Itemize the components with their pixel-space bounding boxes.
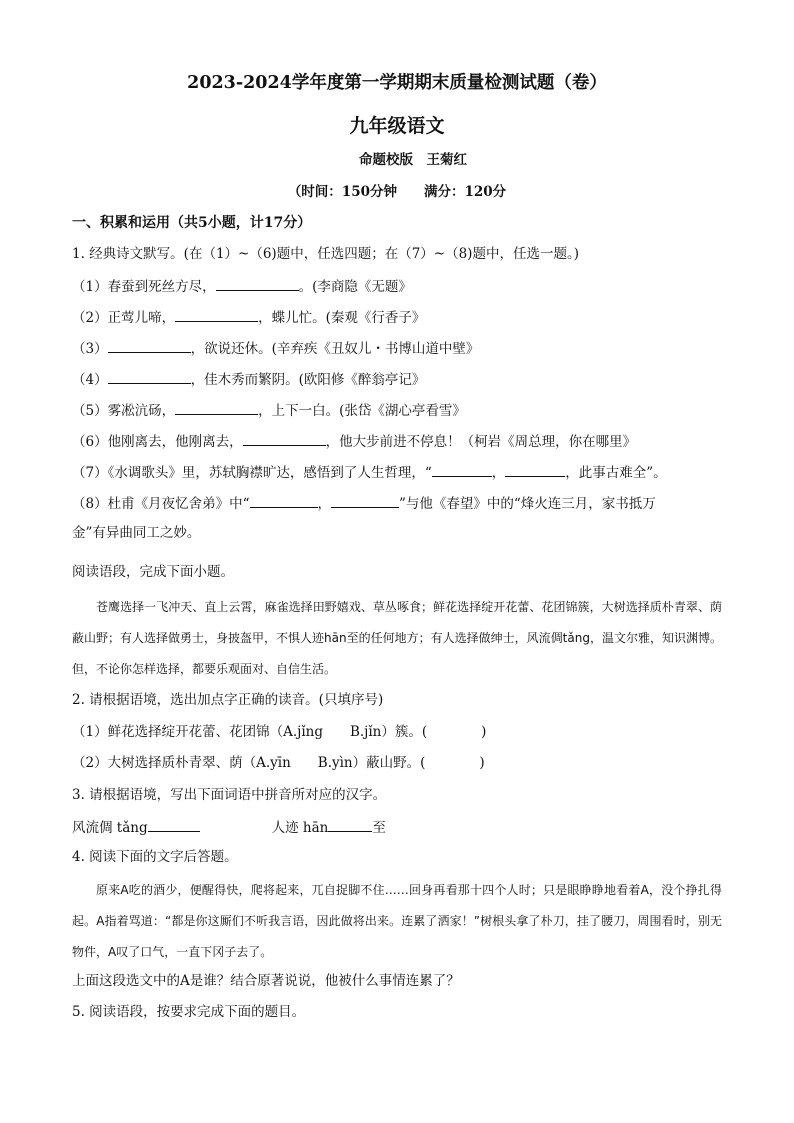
q1-item-3-text-b: ，欲说还休。(辛弃疾《丑奴儿・书博山道中壁》 (190, 341, 480, 357)
q1-stem: 1. 经典诗文默写。(在（1）~（6)题中，任选四题；在（7）~（8)题中，任选一题。) (72, 246, 579, 262)
exam-title: 2023-2024学年度第一学期期末质量检测试题（卷） (187, 73, 607, 93)
q1-item-8 (72, 493, 656, 513)
q1-item-7-text-b: ， (491, 465, 506, 481)
time-score-line: （时间：150分钟 满分：120分 (287, 184, 507, 200)
answer-blank[interactable] (175, 400, 258, 415)
answer-blank[interactable] (505, 462, 565, 477)
subject-title: 九年级语文 (349, 115, 445, 137)
q1-item-2 (72, 307, 425, 327)
q1-item-5-text-b: ，上下一白。(张岱《湖心亭看雪》 (258, 403, 466, 419)
q1-item-2-text-b: ，蝶儿忙。(秦观《行香子》 (258, 310, 426, 326)
q1-item-6 (72, 431, 636, 451)
answer-blank[interactable] (432, 462, 492, 477)
q1-item-1-text-b: 。(李商隐《无题》 (298, 279, 412, 295)
answer-blank[interactable] (243, 431, 326, 446)
q3-words (72, 817, 386, 837)
q1-item-1-text-a: （1）春蚕到死丝方尽， (72, 279, 216, 295)
answer-blank[interactable] (108, 338, 191, 353)
q1-item-4-text-b: ，佳木秀而繁阴。(欧阳修《醉翁亭记》 (190, 372, 426, 388)
q1-item-5 (72, 400, 466, 420)
answer-blank[interactable] (328, 817, 372, 832)
answer-blank[interactable] (216, 276, 299, 291)
q5-stem: 5. 阅读语段，按要求完成下面的题目。 (72, 1004, 306, 1020)
q1-item-8-text-c: ”与他《春望》中的“烽火连三月，家书抵万 (399, 496, 656, 512)
q4-question: 上面这段选文中的A是谁？结合原著说说，他被什么事情连累了？ (72, 973, 460, 989)
answer-blank[interactable] (175, 307, 258, 322)
q1-item-6-text-a: （6）他刚离去，他刚离去， (72, 434, 243, 450)
answer-blank[interactable] (148, 817, 200, 832)
answer-blank[interactable] (250, 493, 318, 508)
q3-word-1: 风流倜 tǎng (72, 820, 148, 836)
q1-item-6-text-b: ，他大步前进不停息！（柯岩《周总理，你在哪里》 (325, 434, 637, 450)
author-line: 命题校版 王菊红 (359, 152, 467, 168)
q1-item-2-text-a: （2）正莺儿啼， (72, 310, 176, 326)
q1-item-4-text-a: （4） (72, 372, 108, 388)
section-heading: 一、积累和运用（共5小题，计17分） (72, 215, 312, 231)
q1-item-8-text-b: ， (317, 496, 331, 512)
answer-blank[interactable] (108, 369, 191, 384)
q3-word-2-b: 至 (372, 820, 386, 836)
q1-item-3 (72, 338, 479, 358)
q2-item-1: （1）鲜花选择绽开花蕾、花团锦（A.jǐng B.jǐn）簇。( ) (72, 724, 487, 740)
q4-passage: 原来A吃的酒少，便醒得快，爬将起来，兀自捉脚不住……回身再看那十四个人时；只是眼睁睁地看着A，没个挣扎得起。A指着骂道：“都是你这厮们不听我言语，因此做将出来。连累了洒家！”树根头拿了朴刀，挂了腰刀，周围看时，别无物件，A叹了口气，一直下冈子去了。 (72, 883, 722, 959)
q4-stem: 4. 阅读下面的文字后答题。 (72, 849, 238, 865)
q1-item-8-text-a: （8）杜甫《月夜忆舍弟》中“ (72, 496, 250, 512)
q3-word-2-a: 人迹 hān (271, 820, 329, 836)
q2-stem: 2. 请根据语境，选出加点字正确的读音。(只填序号) (72, 692, 384, 708)
answer-blank[interactable] (331, 493, 399, 508)
reading-instruction: 阅读语段，完成下面小题。 (72, 564, 234, 580)
q1-item-7 (72, 462, 667, 482)
q1-item-4 (72, 369, 425, 389)
reading-passage: 苍鹰选择一飞冲天、直上云霄，麻雀选择田野嬉戏、草丛啄食；鲜花选择绽开花蕾、花团锦簇，大树选择质朴青翠、荫蔽山野；有人选择做勇士，身披盔甲，不惧人迹hān至的任何地方；有人选择做绅士，风流倜tǎng，温文尔雅，知识渊博。但，不论你怎样选择，都要乐观面对、自信生活。 (72, 600, 722, 676)
q1-item-3-text-a: （3） (72, 341, 108, 357)
q1-item-7-text-a: （7）《水调歌头》里，苏轼胸襟旷达，感悟到了人生哲理，“ (72, 465, 432, 481)
q3-stem: 3. 请根据语境，写出下面词语中拼音所对应的汉字。 (72, 787, 387, 803)
q1-item-5-text-a: （5）雾凇沆砀， (72, 403, 176, 419)
q2-item-2: （2）大树选择质朴青翠、荫（A.yīn B.yìn）蔽山野。( ) (72, 755, 485, 771)
q1-item-8-cont: 金”有异曲同工之妙。 (72, 525, 201, 541)
q1-item-1 (72, 276, 412, 296)
q1-item-7-text-c: ，此事古难全”。 (565, 465, 667, 481)
